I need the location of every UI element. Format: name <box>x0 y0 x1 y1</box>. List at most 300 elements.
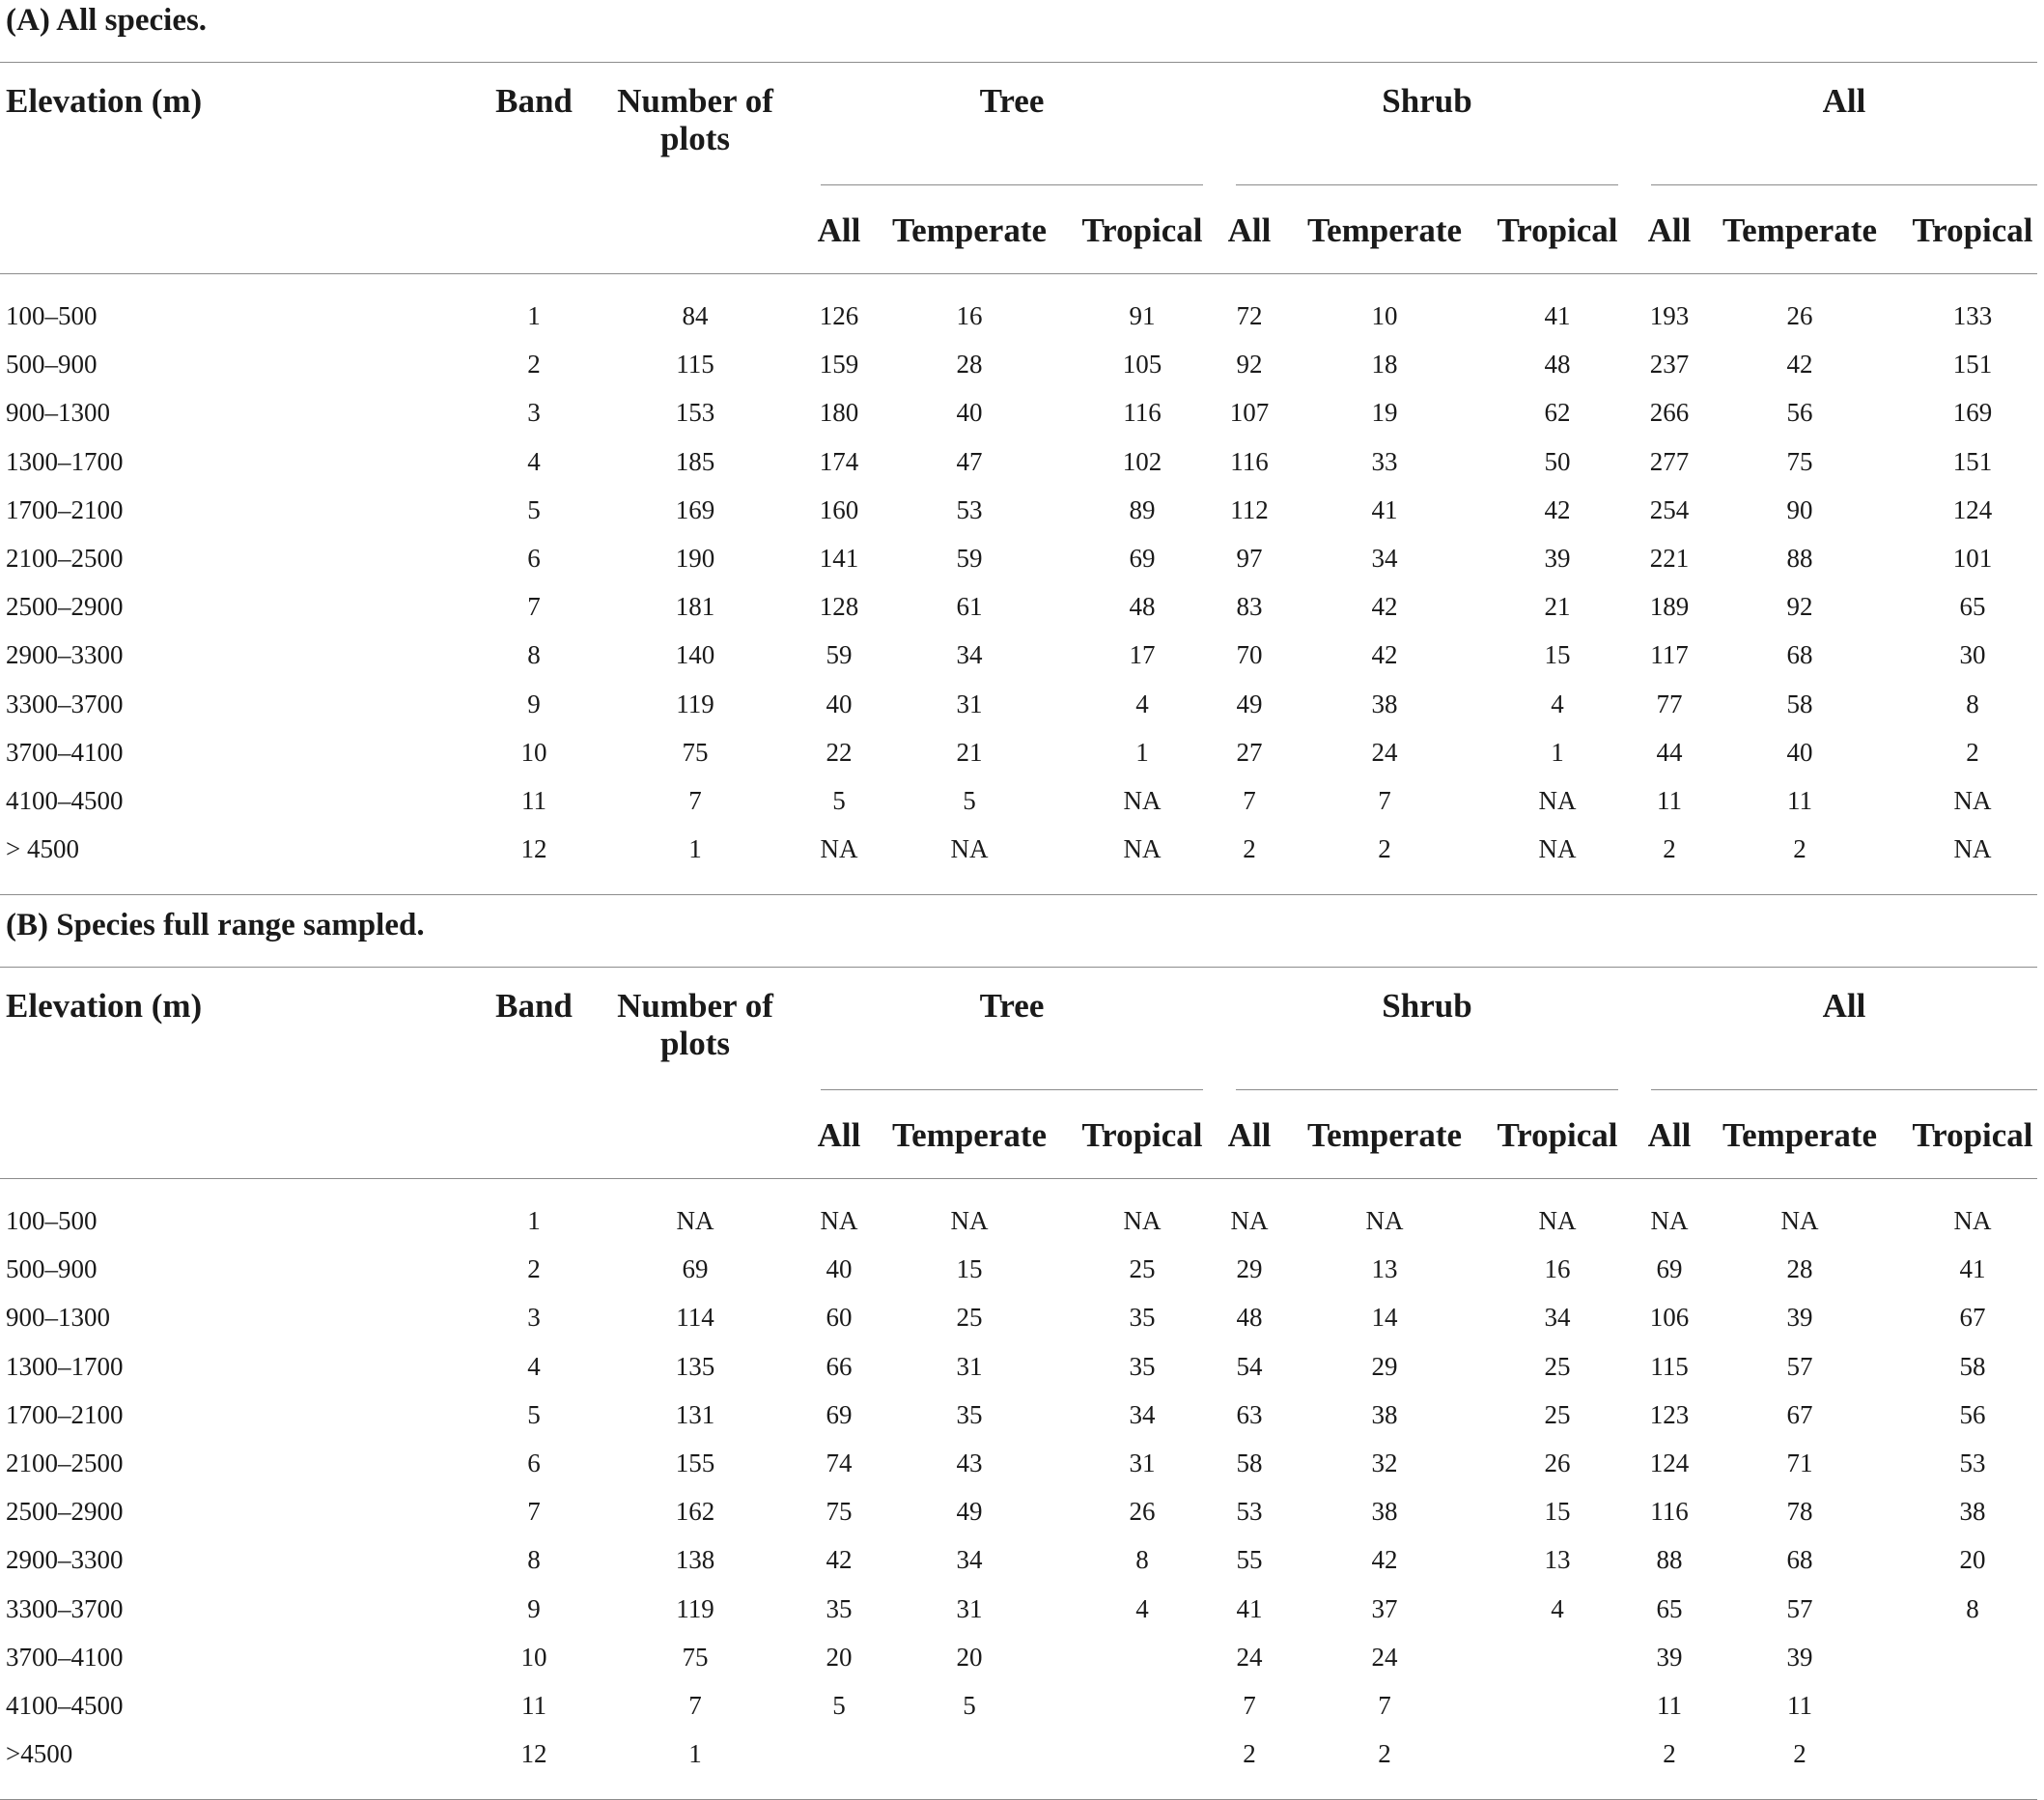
cell-shrub-temperate: 7 <box>1378 1691 1391 1720</box>
cell-tree-tropical: 31 <box>1129 1448 1156 1477</box>
cell-all-tropical: NA <box>1953 1206 1992 1235</box>
cell-elevation: 3300–3700 <box>6 1593 124 1623</box>
cell-all-temperate: 71 <box>1786 1448 1813 1477</box>
cell-all-tropical: 8 <box>1966 689 1979 718</box>
cell-elevation: >4500 <box>6 1739 73 1769</box>
cell-tree-temperate: NA <box>950 1206 989 1235</box>
group-rule-tree <box>821 1089 1203 1090</box>
group-rule-all <box>1651 184 2037 185</box>
header-group-tree: Tree <box>979 987 1045 1025</box>
header-all-all: All <box>1647 211 1692 249</box>
cell-tree-all: 159 <box>819 350 859 380</box>
header-shrub-all: All <box>1227 211 1272 249</box>
cell-elevation: 1300–1700 <box>6 1351 124 1381</box>
cell-tree-temperate: 31 <box>956 689 983 718</box>
cell-shrub-all: 2 <box>1243 1739 1256 1769</box>
cell-number-of-plots: 119 <box>676 1593 714 1623</box>
cell-shrub-all: 70 <box>1236 640 1263 670</box>
cell-number-of-plots: 1 <box>688 1739 702 1769</box>
cell-tree-tropical: 25 <box>1129 1254 1156 1284</box>
cell-shrub-temperate: 24 <box>1371 1642 1398 1672</box>
cell-shrub-temperate: 32 <box>1371 1448 1398 1477</box>
cell-number-of-plots: 169 <box>675 494 715 524</box>
cell-tree-temperate: 34 <box>956 640 983 670</box>
cell-shrub-tropical: NA <box>1538 834 1577 864</box>
cell-band: 12 <box>520 834 547 864</box>
header-all-tropical: Tropical <box>1912 211 2033 249</box>
cell-elevation: 2500–2900 <box>6 1497 124 1527</box>
cell-all-temperate: 58 <box>1786 689 1813 718</box>
cell-shrub-temperate: 29 <box>1371 1351 1398 1381</box>
cell-all-tropical: NA <box>1953 834 1992 864</box>
cell-all-temperate: 68 <box>1786 1545 1813 1575</box>
cell-all-all: 2 <box>1663 834 1676 864</box>
table-row <box>0 1352 2044 1381</box>
table-rule <box>0 273 2037 274</box>
cell-shrub-all: 2 <box>1243 834 1256 864</box>
cell-all-tropical: 124 <box>1952 494 1993 524</box>
cell-all-temperate: 28 <box>1786 1254 1813 1284</box>
header-all-tropical: Tropical <box>1912 1116 2033 1154</box>
cell-band: 8 <box>527 1545 541 1575</box>
header-all-temperate: Temperate <box>1722 211 1878 249</box>
header-tree-tropical: Tropical <box>1081 211 1203 249</box>
cell-shrub-all: 24 <box>1236 1642 1263 1672</box>
cell-number-of-plots: 155 <box>675 1448 715 1477</box>
cell-all-all: 11 <box>1657 1691 1682 1720</box>
cell-tree-tropical: 35 <box>1129 1351 1156 1381</box>
header-tree-temperate: Temperate <box>891 211 1048 249</box>
header-group-tree: Tree <box>979 82 1045 120</box>
cell-band: 7 <box>527 1497 541 1527</box>
header-elevation: Elevation (m) <box>6 987 203 1025</box>
cell-shrub-tropical: 1 <box>1551 737 1564 767</box>
cell-band: 1 <box>527 1206 541 1235</box>
cell-tree-temperate: 35 <box>956 1399 983 1429</box>
cell-tree-tropical: NA <box>1123 1206 1162 1235</box>
cell-all-all: 254 <box>1649 494 1690 524</box>
cell-all-temperate: 68 <box>1786 640 1813 670</box>
cell-shrub-temperate: 42 <box>1371 592 1398 622</box>
table-row <box>0 786 2044 815</box>
cell-elevation: 2900–3300 <box>6 1545 124 1575</box>
cell-all-temperate: 75 <box>1786 446 1813 476</box>
cell-tree-temperate: 34 <box>956 1545 983 1575</box>
cell-number-of-plots: 153 <box>675 398 715 428</box>
cell-elevation: 3700–4100 <box>6 737 124 767</box>
cell-all-tropical: 56 <box>1959 1399 1986 1429</box>
cell-number-of-plots: 7 <box>688 786 702 815</box>
table-rule <box>0 1178 2037 1179</box>
cell-band: 12 <box>520 1739 547 1769</box>
cell-elevation: 1300–1700 <box>6 446 124 476</box>
cell-all-tropical: 20 <box>1959 1545 1986 1575</box>
cell-tree-tropical: 105 <box>1122 350 1162 380</box>
cell-tree-temperate: 49 <box>956 1497 983 1527</box>
cell-shrub-temperate: 24 <box>1371 737 1398 767</box>
cell-shrub-all: 55 <box>1236 1545 1263 1575</box>
cell-band: 8 <box>527 640 541 670</box>
header-all-temperate: Temperate <box>1722 1116 1878 1154</box>
cell-shrub-temperate: 18 <box>1371 350 1398 380</box>
table-row <box>0 1448 2044 1477</box>
cell-tree-temperate: 5 <box>963 1691 976 1720</box>
header-elevation: Elevation (m) <box>6 82 203 120</box>
cell-all-tropical: 101 <box>1952 544 1993 573</box>
cell-number-of-plots: 115 <box>676 350 714 380</box>
cell-shrub-all: 7 <box>1243 1691 1256 1720</box>
table-row <box>0 1545 2044 1574</box>
cell-tree-all: 126 <box>819 301 859 330</box>
cell-shrub-all: 7 <box>1243 786 1256 815</box>
cell-tree-temperate: 53 <box>956 494 983 524</box>
cell-all-tropical: 151 <box>1952 446 1993 476</box>
cell-all-temperate: 39 <box>1786 1642 1813 1672</box>
cell-elevation: 2100–2500 <box>6 544 124 573</box>
cell-band: 11 <box>521 1691 546 1720</box>
cell-shrub-tropical: 39 <box>1544 544 1571 573</box>
header-shrub-temperate: Temperate <box>1306 1116 1463 1154</box>
cell-all-tropical: NA <box>1953 786 1992 815</box>
cell-all-temperate: 11 <box>1787 1691 1812 1720</box>
cell-all-all: 266 <box>1649 398 1690 428</box>
cell-number-of-plots: 138 <box>675 1545 715 1575</box>
cell-all-all: 193 <box>1649 301 1690 330</box>
cell-tree-all: NA <box>820 1206 858 1235</box>
group-rule-shrub <box>1236 1089 1618 1090</box>
cell-tree-all: 60 <box>826 1303 853 1333</box>
cell-shrub-temperate: 38 <box>1371 689 1398 718</box>
cell-shrub-tropical: NA <box>1538 786 1577 815</box>
cell-all-all: 65 <box>1656 1593 1683 1623</box>
cell-shrub-tropical: 21 <box>1544 592 1571 622</box>
cell-all-all: 277 <box>1649 446 1690 476</box>
cell-all-all: NA <box>1650 1206 1689 1235</box>
cell-all-all: 115 <box>1650 1351 1689 1381</box>
cell-shrub-all: 53 <box>1236 1497 1263 1527</box>
cell-number-of-plots: 135 <box>675 1351 715 1381</box>
cell-shrub-tropical: 62 <box>1544 398 1571 428</box>
cell-elevation: 4100–4500 <box>6 1691 124 1720</box>
cell-all-tropical: 53 <box>1959 1448 1986 1477</box>
table-row <box>0 689 2044 718</box>
cell-tree-all: 66 <box>826 1351 853 1381</box>
cell-shrub-all: 41 <box>1236 1593 1263 1623</box>
cell-all-all: 2 <box>1663 1739 1676 1769</box>
cell-all-temperate: 57 <box>1786 1351 1813 1381</box>
cell-all-tropical: 151 <box>1952 350 1993 380</box>
cell-number-of-plots: 75 <box>682 737 709 767</box>
cell-band: 10 <box>520 1642 547 1672</box>
table-row <box>0 738 2044 767</box>
cell-all-all: 221 <box>1649 544 1690 573</box>
cell-all-all: 77 <box>1656 689 1683 718</box>
table-row <box>0 544 2044 573</box>
cell-tree-temperate: NA <box>950 834 989 864</box>
cell-all-temperate: NA <box>1780 1206 1819 1235</box>
cell-tree-all: 59 <box>826 640 853 670</box>
cell-tree-tropical: 34 <box>1129 1399 1156 1429</box>
cell-shrub-all: 63 <box>1236 1399 1263 1429</box>
header-tree-all: All <box>817 1116 861 1154</box>
cell-shrub-temperate: NA <box>1365 1206 1404 1235</box>
cell-elevation: 4100–4500 <box>6 786 124 815</box>
cell-band: 3 <box>527 1303 541 1333</box>
cell-shrub-tropical: 41 <box>1544 301 1571 330</box>
cell-tree-tropical: NA <box>1123 834 1162 864</box>
cell-all-tropical: 38 <box>1959 1497 1986 1527</box>
cell-tree-all: 160 <box>819 494 859 524</box>
cell-shrub-all: 97 <box>1236 544 1263 573</box>
cell-all-temperate: 2 <box>1793 1739 1806 1769</box>
cell-elevation: 3700–4100 <box>6 1642 124 1672</box>
cell-shrub-tropical: 42 <box>1544 494 1571 524</box>
cell-number-of-plots: 185 <box>675 446 715 476</box>
cell-band: 3 <box>527 398 541 428</box>
cell-tree-tropical: 4 <box>1135 689 1149 718</box>
cell-shrub-temperate: 37 <box>1371 1593 1398 1623</box>
cell-tree-temperate: 43 <box>956 1448 983 1477</box>
cell-shrub-temperate: 7 <box>1378 786 1391 815</box>
cell-shrub-temperate: 33 <box>1371 446 1398 476</box>
header-shrub-temperate: Temperate <box>1306 211 1463 249</box>
cell-all-temperate: 57 <box>1786 1593 1813 1623</box>
cell-shrub-all: 116 <box>1230 446 1269 476</box>
cell-shrub-temperate: 38 <box>1371 1497 1398 1527</box>
header-plots-line1: Number of <box>617 987 773 1025</box>
cell-tree-temperate: 16 <box>956 301 983 330</box>
cell-tree-all: 174 <box>819 446 859 476</box>
table-row <box>0 1739 2044 1768</box>
cell-shrub-temperate: 13 <box>1371 1254 1398 1284</box>
cell-tree-temperate: 15 <box>956 1254 983 1284</box>
table-row <box>0 1254 2044 1283</box>
cell-shrub-all: 112 <box>1230 494 1269 524</box>
cell-band: 6 <box>527 544 541 573</box>
table-row <box>0 350 2044 379</box>
cell-shrub-tropical: 15 <box>1544 1497 1571 1527</box>
header-plots-line2: plots <box>660 1025 730 1062</box>
table-row <box>0 1691 2044 1720</box>
cell-number-of-plots: 75 <box>682 1642 709 1672</box>
cell-elevation: 900–1300 <box>6 1303 110 1333</box>
cell-elevation: 100–500 <box>6 1206 98 1235</box>
cell-shrub-tropical: 4 <box>1551 1593 1564 1623</box>
table-row <box>0 834 2044 863</box>
cell-shrub-all: 27 <box>1236 737 1263 767</box>
cell-shrub-temperate: 38 <box>1371 1399 1398 1429</box>
cell-shrub-temperate: 41 <box>1371 494 1398 524</box>
cell-number-of-plots: 162 <box>675 1497 715 1527</box>
cell-tree-temperate: 40 <box>956 398 983 428</box>
table-row <box>0 592 2044 621</box>
cell-tree-all: 5 <box>832 786 846 815</box>
cell-elevation: 1700–2100 <box>6 1399 124 1429</box>
cell-all-tropical: 30 <box>1959 640 1986 670</box>
section-title: (B) Species full range sampled. <box>6 908 425 942</box>
cell-shrub-all: 107 <box>1229 398 1270 428</box>
header-tree-tropical: Tropical <box>1081 1116 1203 1154</box>
cell-all-all: 44 <box>1656 737 1683 767</box>
cell-tree-tropical: 116 <box>1123 398 1162 428</box>
cell-shrub-temperate: 10 <box>1371 301 1398 330</box>
cell-all-all: 39 <box>1656 1642 1683 1672</box>
cell-band: 10 <box>520 737 547 767</box>
cell-shrub-tropical: 15 <box>1544 640 1571 670</box>
cell-band: 11 <box>521 786 546 815</box>
table-row <box>0 1594 2044 1623</box>
cell-shrub-temperate: 42 <box>1371 1545 1398 1575</box>
cell-all-all: 116 <box>1650 1497 1689 1527</box>
table-rule <box>0 62 2037 63</box>
cell-shrub-tropical: 34 <box>1544 1303 1571 1333</box>
cell-elevation: 3300–3700 <box>6 689 124 718</box>
header-tree-temperate: Temperate <box>891 1116 1048 1154</box>
cell-all-tropical: 2 <box>1966 737 1979 767</box>
cell-shrub-temperate: 19 <box>1371 398 1398 428</box>
cell-all-temperate: 11 <box>1787 786 1812 815</box>
cell-elevation: 500–900 <box>6 350 98 380</box>
cell-band: 6 <box>527 1448 541 1477</box>
cell-band: 1 <box>527 301 541 330</box>
cell-tree-all: 69 <box>826 1399 853 1429</box>
cell-tree-all: NA <box>820 834 858 864</box>
cell-all-tropical: 67 <box>1959 1303 1986 1333</box>
cell-all-tropical: 65 <box>1959 592 1986 622</box>
cell-all-temperate: 26 <box>1786 301 1813 330</box>
cell-tree-tropical: 1 <box>1135 737 1149 767</box>
cell-all-temperate: 92 <box>1786 592 1813 622</box>
cell-all-tropical: 169 <box>1952 398 1993 428</box>
cell-all-tropical: 133 <box>1952 301 1993 330</box>
cell-tree-all: 128 <box>819 592 859 622</box>
cell-tree-tropical: 69 <box>1129 544 1156 573</box>
cell-band: 9 <box>527 1593 541 1623</box>
cell-all-all: 106 <box>1649 1303 1690 1333</box>
cell-band: 5 <box>527 494 541 524</box>
header-group-all: All <box>1822 987 1866 1025</box>
cell-shrub-tropical: 13 <box>1544 1545 1571 1575</box>
cell-all-tropical: 41 <box>1959 1254 1986 1284</box>
cell-tree-tropical: 102 <box>1122 446 1162 476</box>
cell-tree-tropical: 4 <box>1135 1593 1149 1623</box>
cell-shrub-temperate: 2 <box>1378 834 1391 864</box>
cell-tree-temperate: 61 <box>956 592 983 622</box>
cell-elevation: 1700–2100 <box>6 494 124 524</box>
cell-tree-temperate: 25 <box>956 1303 983 1333</box>
cell-number-of-plots: 119 <box>676 689 714 718</box>
cell-number-of-plots: 140 <box>675 640 715 670</box>
cell-shrub-tropical: 50 <box>1544 446 1571 476</box>
header-shrub-all: All <box>1227 1116 1272 1154</box>
header-group-shrub: Shrub <box>1382 82 1472 120</box>
cell-shrub-all: 83 <box>1236 592 1263 622</box>
cell-shrub-all: 49 <box>1236 689 1263 718</box>
table-rule-bottom <box>0 894 2037 895</box>
cell-all-all: 237 <box>1649 350 1690 380</box>
cell-elevation: 500–900 <box>6 1254 98 1284</box>
cell-tree-tropical: 48 <box>1129 592 1156 622</box>
cell-tree-tropical: 89 <box>1129 494 1156 524</box>
cell-all-all: 88 <box>1656 1545 1683 1575</box>
section-title: (A) All species. <box>6 3 208 38</box>
cell-band: 2 <box>527 1254 541 1284</box>
header-plots-line2: plots <box>660 120 730 157</box>
cell-elevation: > 4500 <box>6 834 79 864</box>
cell-elevation: 100–500 <box>6 301 98 330</box>
cell-band: 5 <box>527 1399 541 1429</box>
cell-all-temperate: 78 <box>1786 1497 1813 1527</box>
header-shrub-tropical: Tropical <box>1497 1116 1618 1154</box>
cell-number-of-plots: 131 <box>675 1399 715 1429</box>
group-rule-all <box>1651 1089 2037 1090</box>
cell-all-tropical: 8 <box>1966 1593 1979 1623</box>
cell-shrub-temperate: 2 <box>1378 1739 1391 1769</box>
cell-tree-all: 40 <box>826 689 853 718</box>
cell-tree-tropical: 35 <box>1129 1303 1156 1333</box>
cell-number-of-plots: 1 <box>688 834 702 864</box>
cell-tree-tropical: 26 <box>1129 1497 1156 1527</box>
header-group-all: All <box>1822 82 1866 120</box>
cell-shrub-all: 54 <box>1236 1351 1263 1381</box>
cell-number-of-plots: 190 <box>675 544 715 573</box>
cell-shrub-tropical: 4 <box>1551 689 1564 718</box>
cell-all-temperate: 56 <box>1786 398 1813 428</box>
cell-tree-temperate: 59 <box>956 544 983 573</box>
cell-tree-all: 22 <box>826 737 853 767</box>
cell-tree-tropical: 8 <box>1135 1545 1149 1575</box>
cell-shrub-tropical: 25 <box>1544 1351 1571 1381</box>
cell-number-of-plots: 69 <box>682 1254 709 1284</box>
cell-elevation: 900–1300 <box>6 398 110 428</box>
cell-band: 7 <box>527 592 541 622</box>
cell-shrub-all: 58 <box>1236 1448 1263 1477</box>
cell-all-all: 124 <box>1649 1448 1690 1477</box>
cell-all-all: 117 <box>1650 640 1689 670</box>
cell-all-temperate: 39 <box>1786 1303 1813 1333</box>
table-row <box>0 1643 2044 1672</box>
cell-tree-all: 42 <box>826 1545 853 1575</box>
cell-tree-all: 35 <box>826 1593 853 1623</box>
table-row <box>0 398 2044 427</box>
header-group-shrub: Shrub <box>1382 987 1472 1025</box>
cell-number-of-plots: 84 <box>682 301 709 330</box>
cell-number-of-plots: NA <box>676 1206 714 1235</box>
cell-band: 4 <box>527 446 541 476</box>
cell-shrub-tropical: 48 <box>1544 350 1571 380</box>
cell-all-temperate: 42 <box>1786 350 1813 380</box>
cell-tree-all: 75 <box>826 1497 853 1527</box>
header-all-all: All <box>1647 1116 1692 1154</box>
cell-tree-temperate: 20 <box>956 1642 983 1672</box>
cell-all-temperate: 2 <box>1793 834 1806 864</box>
cell-shrub-tropical: 26 <box>1544 1448 1571 1477</box>
cell-tree-tropical: 17 <box>1129 640 1156 670</box>
cell-tree-temperate: 47 <box>956 446 983 476</box>
table-row <box>0 1400 2044 1429</box>
cell-all-temperate: 88 <box>1786 544 1813 573</box>
table-row <box>0 301 2044 330</box>
cell-band: 9 <box>527 689 541 718</box>
cell-tree-temperate: 31 <box>956 1351 983 1381</box>
cell-shrub-all: 72 <box>1236 301 1263 330</box>
cell-shrub-all: 29 <box>1236 1254 1263 1284</box>
cell-all-all: 123 <box>1649 1399 1690 1429</box>
cell-all-temperate: 67 <box>1786 1399 1813 1429</box>
cell-shrub-all: 48 <box>1236 1303 1263 1333</box>
cell-tree-all: 74 <box>826 1448 853 1477</box>
cell-shrub-temperate: 14 <box>1371 1303 1398 1333</box>
